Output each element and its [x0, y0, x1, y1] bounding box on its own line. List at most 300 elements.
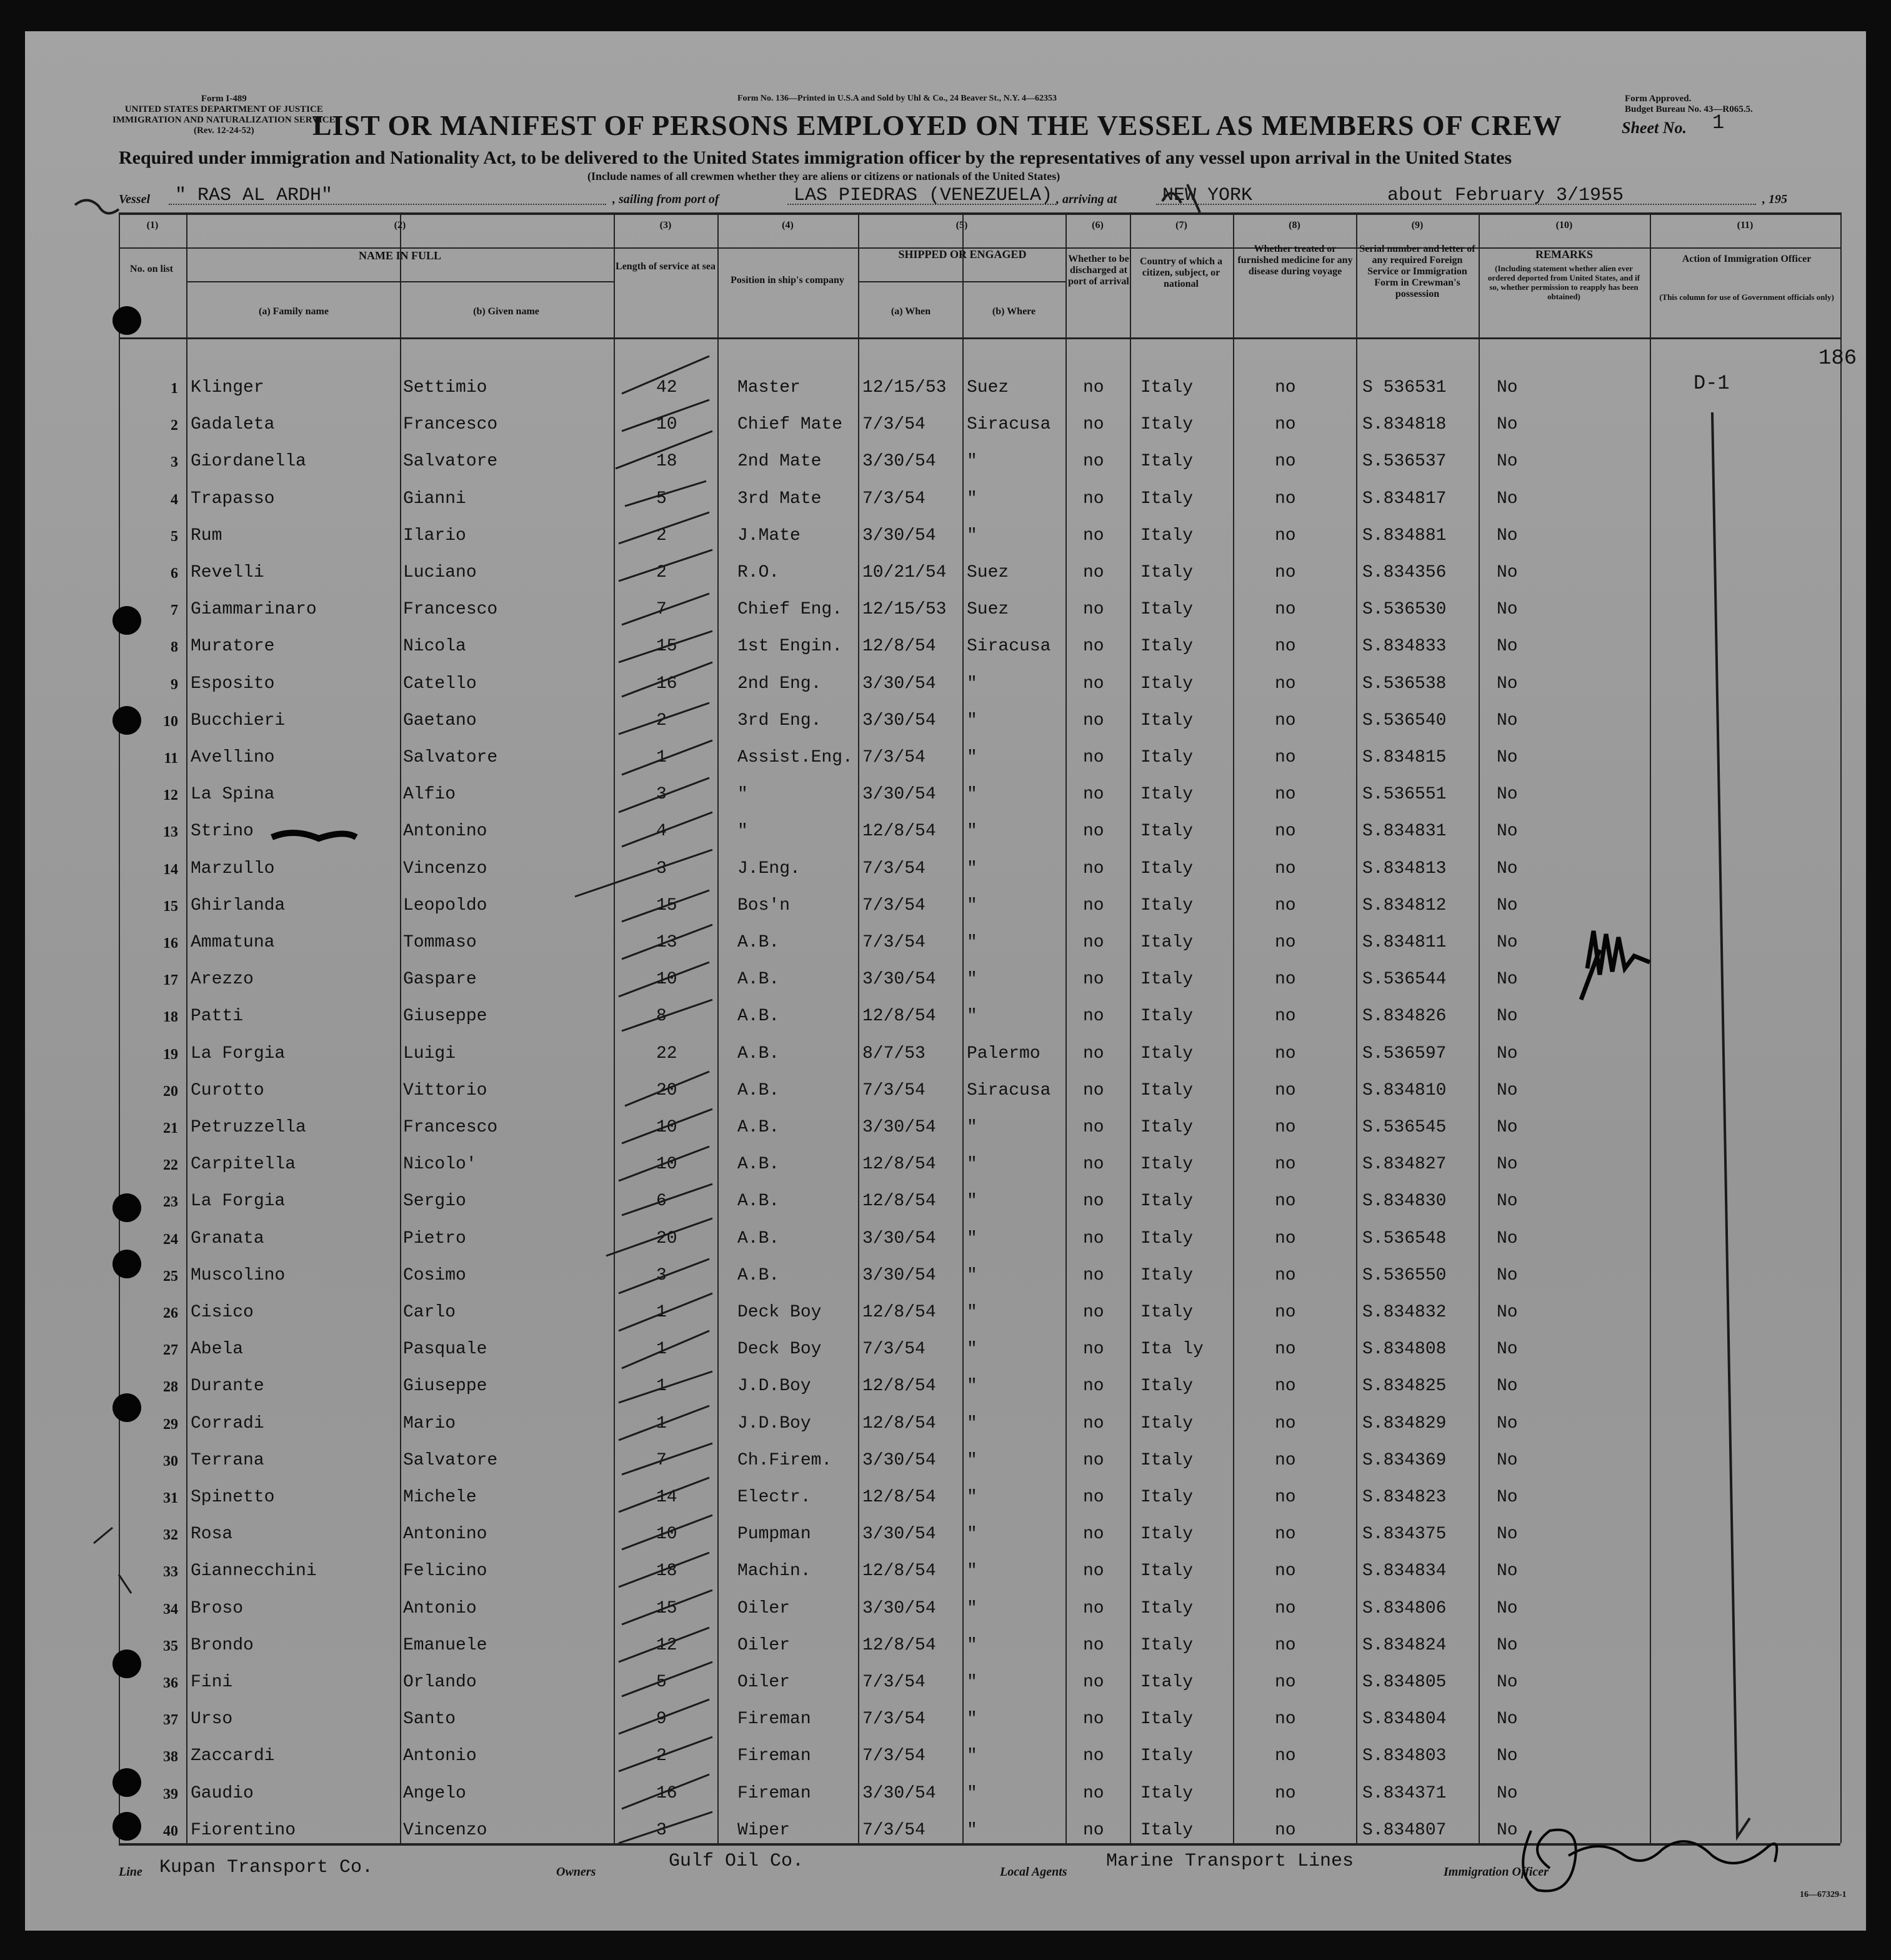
punch-hole — [112, 606, 141, 635]
crew-treated: no — [1275, 525, 1296, 545]
crew-given: Nicola — [403, 637, 466, 657]
row-number: 29 — [163, 1416, 178, 1433]
crew-position: Deck Boy — [737, 1303, 822, 1322]
header-action-note: (This column for use of Government officials only) — [1659, 292, 1834, 302]
footer-code: 16—67329-1 — [1800, 1890, 1847, 1899]
crew-position: 2nd Eng. — [737, 674, 822, 694]
crew-given: Catello — [403, 674, 477, 694]
crew-family: Corradi — [191, 1413, 264, 1433]
crew-family: Terrana — [191, 1450, 264, 1470]
crew-remarks: No — [1497, 637, 1518, 657]
row-number: 3 — [171, 454, 178, 471]
crew-where: Palermo — [967, 1043, 1040, 1063]
row-number: 17 — [163, 972, 178, 989]
crew-country: Italy — [1140, 748, 1194, 767]
crew-length: 7 — [656, 600, 667, 620]
crew-family: Muratore — [191, 637, 275, 657]
crew-remarks: No — [1497, 785, 1518, 805]
crew-serial: S.834811 — [1362, 933, 1447, 952]
crew-treated: no — [1275, 415, 1296, 435]
crew-remarks: No — [1497, 525, 1518, 545]
crew-remarks: No — [1497, 1488, 1518, 1507]
row-number: 38 — [163, 1749, 178, 1766]
row-number: 33 — [163, 1564, 178, 1581]
crew-family: Cisico — [191, 1303, 254, 1322]
crew-serial: S.536597 — [1362, 1043, 1447, 1063]
crew-position: A.B. — [737, 933, 780, 952]
row-number: 12 — [163, 787, 178, 804]
crew-remarks: No — [1497, 748, 1518, 767]
punch-hole — [112, 1193, 141, 1222]
crew-where: " — [967, 1228, 977, 1248]
crew-remarks: No — [1497, 1598, 1518, 1618]
crew-treated: no — [1275, 895, 1296, 915]
crew-serial: S.834830 — [1362, 1191, 1447, 1211]
crew-when: 3/30/54 — [862, 970, 936, 990]
crew-serial: S.834834 — [1362, 1561, 1447, 1581]
header-no-on-list: No. on list — [130, 264, 173, 274]
crew-when: 12/8/54 — [862, 1376, 936, 1396]
crew-length: 1 — [656, 1413, 667, 1433]
crew-position: Fireman — [737, 1709, 811, 1729]
crew-country: Italy — [1140, 637, 1194, 657]
crew-length: 2 — [656, 710, 667, 730]
crew-serial: S.834375 — [1362, 1525, 1447, 1545]
crew-length: 7 — [656, 1450, 667, 1470]
remarks-scribble — [1581, 931, 1650, 1000]
crew-serial: S.536550 — [1362, 1265, 1447, 1285]
crew-length: 20 — [656, 1080, 677, 1100]
crew-remarks: No — [1497, 1191, 1518, 1211]
crew-family: Muscolino — [191, 1265, 286, 1285]
crew-family: Fini — [191, 1673, 233, 1692]
crew-when: 7/3/54 — [862, 1709, 926, 1729]
crew-where: " — [967, 1525, 977, 1545]
row-number: 21 — [163, 1120, 178, 1137]
crew-country: Italy — [1140, 1525, 1194, 1545]
crew-given: Emanuele — [403, 1635, 487, 1655]
crew-family: Giammarinaro — [191, 600, 317, 620]
agents-value: Marine Transport Lines — [1106, 1851, 1354, 1872]
crew-position: A.B. — [737, 970, 780, 990]
column-number: (8) — [1289, 220, 1300, 231]
crew-country: Italy — [1140, 378, 1194, 397]
crew-discharged: no — [1083, 1080, 1104, 1100]
crew-remarks: No — [1497, 489, 1518, 509]
crew-where: " — [967, 1820, 977, 1840]
crew-given: Angelo — [403, 1783, 466, 1803]
crew-treated: no — [1275, 674, 1296, 694]
crew-country: Italy — [1140, 1155, 1194, 1175]
crew-length: 14 — [656, 1488, 677, 1507]
crew-serial: S.834813 — [1362, 858, 1447, 878]
crew-given: Salvatore — [403, 748, 498, 767]
crew-when: 12/8/54 — [862, 1155, 936, 1175]
crew-given: Giuseppe — [403, 1007, 487, 1027]
header-serial: Serial number and letter of any required Foreign Service or Immigration Form in Crewman's possession — [1359, 244, 1475, 299]
crew-treated: no — [1275, 1598, 1296, 1618]
header-country: Country of which a citizen, subject, or national — [1139, 256, 1222, 289]
crew-discharged: no — [1083, 1709, 1104, 1729]
crew-treated: no — [1275, 1228, 1296, 1248]
row-number: 20 — [163, 1083, 178, 1100]
crew-given: Settimio — [403, 378, 487, 397]
crew-where: Suez — [967, 378, 1009, 397]
crew-when: 10/21/54 — [862, 563, 947, 582]
crew-treated: no — [1275, 452, 1296, 472]
crew-given: Ilario — [403, 525, 466, 545]
crew-position: R.O. — [737, 563, 780, 582]
crew-country: Italy — [1140, 1783, 1194, 1803]
crew-when: 7/3/54 — [862, 1746, 926, 1766]
header-remarks-note: (Including statement whether alien ever ordered deported from United States, and if so, whether permission to reapply has been obtained) — [1487, 264, 1640, 301]
crew-family: Rosa — [191, 1525, 233, 1545]
crew-when: 12/8/54 — [862, 1488, 936, 1507]
crew-length: 2 — [656, 1746, 667, 1766]
crew-length: 12 — [656, 1635, 677, 1655]
crew-when: 3/30/54 — [862, 710, 936, 730]
crew-treated: no — [1275, 1488, 1296, 1507]
crew-length: 5 — [656, 489, 667, 509]
row-number: 28 — [163, 1379, 178, 1396]
crew-discharged: no — [1083, 1820, 1104, 1840]
crew-given: Nicolo' — [403, 1155, 477, 1175]
crew-position: A.B. — [737, 1228, 780, 1248]
header-action: Action of Immigration Officer — [1682, 254, 1812, 264]
crew-given: Gaetano — [403, 710, 477, 730]
crew-discharged: no — [1083, 748, 1104, 767]
redaction-mark — [272, 833, 356, 838]
header-name-in-full: NAME IN FULL — [358, 249, 441, 262]
crew-given: Francesco — [403, 415, 498, 435]
crew-when: 3/30/54 — [862, 1450, 936, 1470]
crew-family: Durante — [191, 1376, 264, 1396]
crew-remarks: No — [1497, 415, 1518, 435]
crew-where: " — [967, 710, 977, 730]
crew-where: Suez — [967, 563, 1009, 582]
crew-given: Gaspare — [403, 970, 477, 990]
crew-when: 3/30/54 — [862, 1228, 936, 1248]
crew-discharged: no — [1083, 674, 1104, 694]
row-number: 13 — [163, 824, 178, 841]
crew-country: Italy — [1140, 895, 1194, 915]
crew-where: " — [967, 895, 977, 915]
crew-remarks: No — [1497, 1118, 1518, 1137]
crew-treated: no — [1275, 637, 1296, 657]
crew-family: Granata — [191, 1228, 264, 1248]
sheet-number: 1 — [1712, 111, 1725, 134]
crew-when: 7/3/54 — [862, 415, 926, 435]
crew-when: 7/3/54 — [862, 1080, 926, 1100]
crew-where: Siracusa — [967, 1080, 1051, 1100]
crew-when: 7/3/54 — [862, 1340, 926, 1360]
crew-when: 8/7/53 — [862, 1043, 926, 1063]
crew-where: Siracusa — [967, 415, 1051, 435]
crew-when: 7/3/54 — [862, 858, 926, 878]
budget-bureau: Budget Bureau No. 43—R065.5. — [1625, 104, 1753, 114]
crew-length: 2 — [656, 563, 667, 582]
punch-hole — [112, 1768, 141, 1797]
crew-position: " — [737, 785, 748, 805]
crew-country: Italy — [1140, 1043, 1194, 1063]
column-number: (3) — [659, 220, 672, 231]
crew-remarks: No — [1497, 1155, 1518, 1175]
crew-given: Antonino — [403, 822, 487, 842]
crew-family: Ghirlanda — [191, 895, 286, 915]
crew-when: 7/3/54 — [862, 895, 926, 915]
crew-where: " — [967, 858, 977, 878]
crew-serial: S.834832 — [1362, 1303, 1447, 1322]
crew-given: Francesco — [403, 600, 498, 620]
crew-country: Italy — [1140, 674, 1194, 694]
column-number: (9) — [1411, 220, 1424, 231]
crew-family: Abela — [191, 1340, 244, 1360]
crew-remarks: No — [1497, 1303, 1518, 1322]
crew-country: Italy — [1140, 1303, 1194, 1322]
crew-country: Italy — [1140, 1488, 1194, 1507]
crew-position: Machin. — [737, 1561, 811, 1581]
crew-family: Klinger — [191, 378, 264, 397]
crew-remarks: No — [1497, 1561, 1518, 1581]
row-number: 16 — [163, 935, 178, 952]
crew-remarks: No — [1497, 1265, 1518, 1285]
crew-serial: S.834825 — [1362, 1376, 1447, 1396]
printer-note: Form No. 136—Printed in U.S.A and Sold by Uhl & Co., 24 Beaver St., N.Y. 4—62353 — [737, 94, 1057, 103]
crew-where: " — [967, 1191, 977, 1211]
crew-serial: S.536551 — [1362, 785, 1447, 805]
row-number: 8 — [171, 639, 178, 656]
crew-given: Francesco — [403, 1118, 498, 1137]
crew-position: Oiler — [737, 1635, 791, 1655]
row-number: 27 — [163, 1342, 178, 1359]
crew-serial: S.834817 — [1362, 489, 1447, 509]
line-label: Line — [119, 1865, 142, 1879]
crew-serial: S.834805 — [1362, 1673, 1447, 1692]
crew-given: Alfio — [403, 785, 456, 805]
crew-serial: S.834818 — [1362, 415, 1447, 435]
crew-length: 10 — [656, 1155, 677, 1175]
crew-discharged: no — [1083, 1413, 1104, 1433]
crew-where: " — [967, 1265, 977, 1285]
crew-discharged: no — [1083, 822, 1104, 842]
crew-given: Pasquale — [403, 1340, 487, 1360]
crew-remarks: No — [1497, 1340, 1518, 1360]
crew-serial: S.536545 — [1362, 1118, 1447, 1137]
row-number: 30 — [163, 1453, 178, 1470]
crew-given: Michele — [403, 1488, 477, 1507]
crew-discharged: no — [1083, 1228, 1104, 1248]
crew-given: Tommaso — [403, 933, 477, 952]
crew-discharged: no — [1083, 1598, 1104, 1618]
crew-serial: S.834807 — [1362, 1820, 1447, 1840]
row-number: 23 — [163, 1194, 178, 1211]
year-suffix: , 195 — [1762, 192, 1787, 206]
crew-when: 3/30/54 — [862, 1525, 936, 1545]
crew-family: Ammatuna — [191, 933, 275, 952]
crew-family: Zaccardi — [191, 1746, 275, 1766]
crew-treated: no — [1275, 600, 1296, 620]
punch-hole — [112, 306, 141, 335]
crew-position: A.B. — [737, 1043, 780, 1063]
crew-remarks: No — [1497, 1820, 1518, 1840]
crew-where: " — [967, 1783, 977, 1803]
row-number: 9 — [171, 676, 178, 693]
crew-given: Vittorio — [403, 1080, 487, 1100]
row-number: 34 — [163, 1601, 178, 1618]
crew-where: " — [967, 822, 977, 842]
crew-given: Cosimo — [403, 1265, 466, 1285]
crew-position: A.B. — [737, 1265, 780, 1285]
crew-remarks: No — [1497, 858, 1518, 878]
crew-when: 7/3/54 — [862, 1820, 926, 1840]
crew-position: 1st Engin. — [737, 637, 843, 657]
crew-when: 3/30/54 — [862, 1598, 936, 1618]
crew-country: Italy — [1140, 1598, 1194, 1618]
crew-family: Spinetto — [191, 1488, 275, 1507]
crew-where: " — [967, 1376, 977, 1396]
crew-position: A.B. — [737, 1155, 780, 1175]
row-number: 31 — [163, 1490, 178, 1506]
crew-country: Italy — [1140, 452, 1194, 472]
punch-hole — [112, 1250, 141, 1278]
crew-length: 2 — [656, 525, 667, 545]
crew-discharged: no — [1083, 1635, 1104, 1655]
crew-remarks: No — [1497, 563, 1518, 582]
crew-discharged: no — [1083, 895, 1104, 915]
corner-number: 186 — [1819, 347, 1857, 371]
arriving-port: NEW YORK — [1162, 185, 1253, 206]
row-number: 4 — [171, 491, 178, 508]
agents-label: Local Agents — [1000, 1865, 1067, 1879]
crew-position: 2nd Mate — [737, 452, 822, 472]
action-line — [1712, 412, 1750, 1837]
crew-when: 3/30/54 — [862, 1118, 936, 1137]
crew-when: 7/3/54 — [862, 489, 926, 509]
row-number: 5 — [171, 528, 178, 545]
crew-family: Rum — [191, 525, 222, 545]
crew-given: Salvatore — [403, 452, 498, 472]
crew-family: Bucchieri — [191, 710, 286, 730]
subtitle: Required under immigration and Nationality Act, to be delivered to the United States immigration officer by the representatives of any vessel upon arrival in the United States — [119, 147, 1512, 168]
crew-serial: S.536540 — [1362, 710, 1447, 730]
crew-length: 10 — [656, 970, 677, 990]
manifest-sheet — [25, 31, 1866, 1931]
crew-position: Chief Eng. — [737, 600, 843, 620]
crew-discharged: no — [1083, 933, 1104, 952]
corner-initials — [75, 200, 119, 213]
crew-discharged: no — [1083, 1525, 1104, 1545]
row-number: 15 — [163, 898, 178, 915]
crew-treated: no — [1275, 1709, 1296, 1729]
action-stamp: D-1 — [1694, 372, 1730, 395]
crew-discharged: no — [1083, 489, 1104, 509]
sheet-label: Sheet No. — [1622, 119, 1687, 137]
crew-discharged: no — [1083, 1265, 1104, 1285]
crew-when: 3/30/54 — [862, 674, 936, 694]
crew-when: 12/8/54 — [862, 1561, 936, 1581]
crew-given: Salvatore — [403, 1450, 498, 1470]
header-remarks: REMARKS — [1535, 248, 1593, 261]
crew-position: Oiler — [737, 1598, 791, 1618]
crew-position: Chief Mate — [737, 415, 843, 435]
crew-treated: no — [1275, 1673, 1296, 1692]
crew-treated: no — [1275, 1561, 1296, 1581]
crew-where: " — [967, 1413, 977, 1433]
crew-country: Italy — [1140, 933, 1194, 952]
crew-length: 3 — [656, 1265, 667, 1285]
crew-discharged: no — [1083, 1783, 1104, 1803]
crew-position: Bos'n — [737, 895, 791, 915]
row-number: 25 — [163, 1268, 178, 1285]
include-note: (Include names of all crewmen whether they are aliens or citizens or nationals of the United States) — [587, 170, 1060, 182]
crew-country: Italy — [1140, 1080, 1194, 1100]
crew-given: Giuseppe — [403, 1376, 487, 1396]
crew-position: A.B. — [737, 1191, 780, 1211]
sailing-label: , sailing from port of — [612, 192, 719, 206]
header-where: (b) Where — [992, 306, 1036, 317]
crew-treated: no — [1275, 489, 1296, 509]
crew-length: 10 — [656, 1525, 677, 1545]
owners-label: Owners — [556, 1865, 596, 1879]
crew-where: " — [967, 1598, 977, 1618]
crew-treated: no — [1275, 1265, 1296, 1285]
crew-serial: S.834833 — [1362, 637, 1447, 657]
crew-length: 15 — [656, 895, 677, 915]
crew-remarks: No — [1497, 1043, 1518, 1063]
header-when: (a) When — [891, 306, 931, 317]
crew-treated: no — [1275, 1007, 1296, 1027]
crew-discharged: no — [1083, 378, 1104, 397]
crew-treated: no — [1275, 1413, 1296, 1433]
form-number: Form I-489 — [201, 94, 247, 104]
crew-treated: no — [1275, 1376, 1296, 1396]
crew-where: Suez — [967, 600, 1009, 620]
crew-country: Italy — [1140, 822, 1194, 842]
crew-given: Santo — [403, 1709, 456, 1729]
crew-serial: S.834826 — [1362, 1007, 1447, 1027]
crew-discharged: no — [1083, 785, 1104, 805]
crew-country: Italy — [1140, 1673, 1194, 1692]
crew-where: " — [967, 1007, 977, 1027]
crew-discharged: no — [1083, 710, 1104, 730]
crew-discharged: no — [1083, 1007, 1104, 1027]
crew-where: " — [967, 525, 977, 545]
crew-treated: no — [1275, 1155, 1296, 1175]
crew-length: 1 — [656, 1303, 667, 1322]
crew-length: 6 — [656, 1191, 667, 1211]
crew-length: 3 — [656, 858, 667, 878]
crew-serial: S.834815 — [1362, 748, 1447, 767]
crew-treated: no — [1275, 748, 1296, 767]
crew-where: " — [967, 452, 977, 472]
crew-length: 5 — [656, 1673, 667, 1692]
crew-given: Sergio — [403, 1191, 466, 1211]
crew-given: Luciano — [403, 563, 477, 582]
crew-where: " — [967, 1635, 977, 1655]
pen-marks — [25, 31, 1866, 1931]
row-number: 40 — [163, 1823, 178, 1839]
crew-serial: S.834808 — [1362, 1340, 1447, 1360]
crew-given: Antonino — [403, 1525, 487, 1545]
crew-position: Ch.Firem. — [737, 1450, 832, 1470]
crew-serial: S.834371 — [1362, 1783, 1447, 1803]
crew-when: 3/30/54 — [862, 1265, 936, 1285]
arriving-label: , arriving at — [1056, 192, 1117, 206]
crew-remarks: No — [1497, 1450, 1518, 1470]
crew-discharged: no — [1083, 970, 1104, 990]
crew-serial: S.536530 — [1362, 600, 1447, 620]
column-number: (6) — [1092, 220, 1104, 231]
